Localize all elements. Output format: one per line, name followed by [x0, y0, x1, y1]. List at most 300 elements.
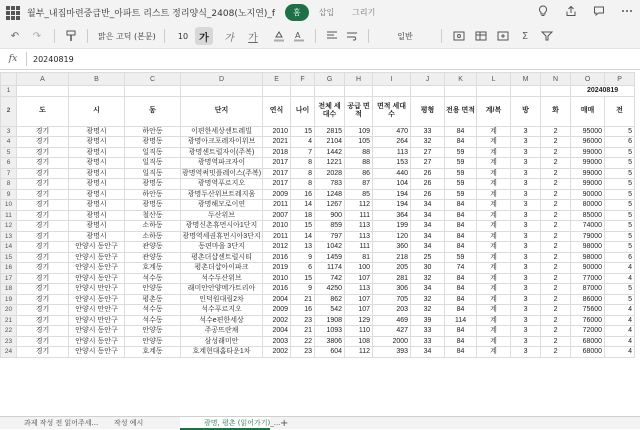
cell[interactable]: 23	[291, 315, 315, 326]
cell[interactable]: 석수e편한세상	[181, 315, 263, 326]
cell[interactable]	[315, 86, 345, 97]
cell[interactable]: 광명역써밋플레이스(주복)	[182, 169, 262, 177]
cell[interactable]: 87000	[571, 284, 605, 295]
cell[interactable]: 2004	[263, 326, 291, 337]
cell[interactable]: 797	[315, 231, 345, 242]
cell[interactable]: 안양시 동안구	[69, 347, 125, 358]
cell[interactable]: 104	[373, 179, 411, 190]
cell[interactable]: 경기	[17, 200, 69, 211]
column-header[interactable]: O	[571, 73, 605, 86]
cell[interactable]: 안양시 동안구	[69, 326, 125, 337]
cell[interactable]: 33	[411, 126, 445, 137]
cell[interactable]	[511, 86, 541, 97]
cell[interactable]: 30	[411, 263, 445, 274]
cell[interactable]: 6	[291, 263, 315, 274]
cell[interactable]: 2011	[263, 231, 291, 242]
app-launcher-icon[interactable]	[3, 3, 21, 21]
select-all-corner[interactable]	[1, 73, 17, 86]
cell[interactable]: 경기	[17, 147, 69, 158]
cell[interactable]: 59	[445, 179, 477, 190]
row-header[interactable]: 14	[1, 242, 17, 253]
cell[interactable]: 34	[411, 231, 445, 242]
cell[interactable]: 2	[541, 273, 571, 284]
row-header[interactable]: 9	[1, 189, 17, 200]
cell[interactable]: 2	[541, 347, 571, 358]
column-header[interactable]: I	[373, 73, 411, 86]
header-cell[interactable]: 연식	[263, 96, 291, 126]
cell[interactable]: 2018	[263, 147, 291, 158]
cell[interactable]: 2	[541, 189, 571, 200]
cell[interactable]: 경기	[17, 305, 69, 316]
cell[interactable]: 평촌동	[125, 294, 181, 305]
cell[interactable]: 84	[445, 305, 477, 316]
cell[interactable]: 107	[345, 294, 373, 305]
cell[interactable]: 안양시 동안구	[69, 273, 125, 284]
cell[interactable]: 22	[291, 336, 315, 347]
cell[interactable]: 2	[541, 168, 571, 179]
cell[interactable]: 107	[345, 305, 373, 316]
cell[interactable]: 264	[373, 137, 411, 148]
cell[interactable]: 5	[605, 294, 635, 305]
cell[interactable]: 112	[345, 200, 373, 211]
cell[interactable]: 소하동	[125, 221, 181, 232]
align-icon[interactable]	[322, 27, 342, 45]
cell[interactable]: 소하동	[125, 231, 181, 242]
cell[interactable]: 경기	[17, 189, 69, 200]
cell[interactable]: 114	[445, 315, 477, 326]
redo-icon[interactable]: ↷	[32, 30, 42, 42]
cell[interactable]: 광명두산위브트레지움	[181, 189, 263, 200]
cell[interactable]: 1174	[315, 263, 345, 274]
cell[interactable]: 84	[445, 231, 477, 242]
header-cell[interactable]: 면적 세대수	[373, 96, 411, 126]
cell[interactable]: 관양동	[125, 242, 181, 253]
cell[interactable]: 34	[411, 284, 445, 295]
cell[interactable]: 59	[445, 158, 477, 169]
cell[interactable]: 경기	[17, 158, 69, 169]
cell[interactable]: 광명시	[69, 210, 125, 221]
cell[interactable]: 2010	[263, 126, 291, 137]
cell[interactable]: 14	[291, 231, 315, 242]
row-header[interactable]: 18	[1, 284, 17, 295]
cell[interactable]: 안양시 동안구	[69, 336, 125, 347]
cell[interactable]: 2	[541, 326, 571, 337]
cell[interactable]: 84	[445, 284, 477, 295]
header-cell[interactable]: 동	[125, 96, 181, 126]
cell[interactable]: 98000	[571, 242, 605, 253]
cell[interactable]: 2	[541, 158, 571, 169]
cell[interactable]: 742	[315, 273, 345, 284]
cell[interactable]: 3	[511, 305, 541, 316]
sum-icon[interactable]: Σ	[521, 30, 529, 42]
cell[interactable]: 32	[411, 273, 445, 284]
cell[interactable]: 281	[373, 273, 411, 284]
cell[interactable]: 59	[445, 252, 477, 263]
cell[interactable]: 5	[605, 284, 635, 295]
cell[interactable]: 2	[541, 305, 571, 316]
row-header[interactable]: 12	[1, 221, 17, 232]
cell[interactable]: 경기	[17, 263, 69, 274]
cell[interactable]: 68000	[571, 336, 605, 347]
cell[interactable]: 21	[291, 294, 315, 305]
column-header[interactable]: C	[125, 73, 181, 86]
column-header[interactable]: D	[181, 73, 263, 86]
cell[interactable]: 광명신촌휴먼시아1단지	[181, 221, 263, 232]
cell[interactable]: 111	[345, 210, 373, 221]
cell[interactable]: 계	[477, 294, 511, 305]
cell[interactable]: 90000	[571, 189, 605, 200]
cell[interactable]: 평촌더샵아이파크	[181, 263, 263, 274]
cell[interactable]: 광명동	[125, 200, 181, 211]
cell[interactable]: 81	[345, 252, 373, 263]
cell[interactable]	[125, 86, 181, 97]
cell[interactable]: 2012	[263, 242, 291, 253]
cell[interactable]: 32	[411, 305, 445, 316]
cell[interactable]: 하안동	[125, 126, 181, 137]
cell[interactable]: 2009	[263, 189, 291, 200]
cell[interactable]: 113	[345, 221, 373, 232]
cell[interactable]: 2002	[263, 315, 291, 326]
cell[interactable]: 25	[411, 252, 445, 263]
header-cell[interactable]: 나이	[291, 96, 315, 126]
cell[interactable]: 4	[605, 263, 635, 274]
cell[interactable]: 14	[291, 200, 315, 211]
cell[interactable]: 안양시 만안구	[69, 284, 125, 295]
cell[interactable]: 일직동	[125, 158, 181, 169]
header-cell[interactable]: 화	[541, 96, 571, 126]
cell[interactable]: 4	[605, 305, 635, 316]
cell[interactable]: 5	[605, 126, 635, 137]
cell[interactable]: 2004	[263, 294, 291, 305]
cell[interactable]: 경기	[17, 179, 69, 190]
cell[interactable]: 광명역세권휴먼시아3단지	[182, 232, 261, 240]
row-header[interactable]: 6	[1, 158, 17, 169]
cell[interactable]: 안양시 동안구	[69, 294, 125, 305]
header-cell[interactable]: 단지	[181, 96, 263, 126]
cell[interactable]: 84	[445, 294, 477, 305]
cell[interactable]: 3	[511, 137, 541, 148]
cell[interactable]: 4250	[315, 284, 345, 295]
cell[interactable]: 84	[445, 200, 477, 211]
cell[interactable]: 95000	[571, 126, 605, 137]
cell[interactable]: 86000	[571, 294, 605, 305]
cell[interactable]: 18	[291, 210, 315, 221]
row-header[interactable]: 15	[1, 252, 17, 263]
cell[interactable]: 90000	[571, 263, 605, 274]
cell[interactable]: 469	[373, 315, 411, 326]
cell[interactable]: 862	[315, 294, 345, 305]
share-icon[interactable]	[564, 4, 578, 18]
cell[interactable]	[373, 86, 411, 97]
cell[interactable]: 112	[345, 347, 373, 358]
cell[interactable]: 85000	[571, 210, 605, 221]
cell[interactable]: 2002	[263, 347, 291, 358]
cell[interactable]: 113	[373, 147, 411, 158]
column-header[interactable]: E	[263, 73, 291, 86]
cell[interactable]: 계	[477, 179, 511, 190]
cell[interactable]: 광명시	[69, 189, 125, 200]
sheet-tab-gwangmyeong[interactable]: 광명, 평촌 (읽어가기)_...	[180, 417, 270, 430]
cell[interactable]: 경기	[17, 252, 69, 263]
cell[interactable]: 34	[411, 221, 445, 232]
header-cell[interactable]: 방	[511, 96, 541, 126]
cell[interactable]: 3	[511, 347, 541, 358]
cell[interactable]: 5	[605, 189, 635, 200]
cell[interactable]: 6	[605, 252, 635, 263]
cell[interactable]: 광명시	[69, 200, 125, 211]
cell[interactable]: 26	[411, 189, 445, 200]
cell[interactable]	[17, 86, 69, 97]
cell[interactable]: 3806	[315, 336, 345, 347]
cell[interactable]: 경기	[17, 347, 69, 358]
cell[interactable]: 1221	[315, 158, 345, 169]
cell[interactable]: 주공뜨란채	[181, 326, 263, 337]
cell[interactable]: 113	[345, 284, 373, 295]
cell[interactable]: 계	[477, 252, 511, 263]
header-cell[interactable]: 공급 면적	[345, 96, 373, 126]
cell[interactable]: 광명센트럴자이(주복)	[181, 147, 263, 158]
cell[interactable]: 계	[477, 221, 511, 232]
cell[interactable]: 2017	[263, 158, 291, 169]
cell[interactable]: 96000	[571, 137, 605, 148]
cell[interactable]: 인덕원대림2차	[181, 294, 263, 305]
cell[interactable]: 110	[345, 326, 373, 337]
cell[interactable]: 3	[511, 231, 541, 242]
cell[interactable]: 2	[541, 263, 571, 274]
cell[interactable]: 계	[477, 147, 511, 158]
row-header[interactable]: 21	[1, 315, 17, 326]
cell[interactable]: 1459	[315, 252, 345, 263]
cell[interactable]: 2011	[263, 200, 291, 211]
cell[interactable]: 107	[345, 273, 373, 284]
cell[interactable]: 7	[291, 147, 315, 158]
cell[interactable]: 16	[291, 305, 315, 316]
cell[interactable]: 72000	[571, 326, 605, 337]
cell-grid[interactable]	[0, 72, 635, 358]
cell[interactable]: 88	[345, 147, 373, 158]
underline-button[interactable]: 가	[248, 32, 258, 44]
cell[interactable]: 3	[511, 326, 541, 337]
cell[interactable]: 34	[411, 210, 445, 221]
cell[interactable]: 석수두산위브	[181, 273, 263, 284]
cell[interactable]: 3	[511, 263, 541, 274]
cell[interactable]: 1042	[315, 242, 345, 253]
cell[interactable]: 153	[373, 158, 411, 169]
cell[interactable]: 2	[541, 242, 571, 253]
cell[interactable]: 계	[477, 263, 511, 274]
cell[interactable]: 604	[315, 347, 345, 358]
row-header[interactable]: 23	[1, 336, 17, 347]
cell[interactable]: 광명시	[69, 126, 125, 137]
row-header[interactable]: 7	[1, 168, 17, 179]
cell[interactable]: 5	[605, 158, 635, 169]
formula-input[interactable]: 20240819	[33, 54, 74, 64]
cell[interactable]: 218	[373, 252, 411, 263]
cell[interactable]: 2009	[263, 305, 291, 316]
cell[interactable]: 99000	[571, 168, 605, 179]
cell[interactable]: 2003	[263, 336, 291, 347]
cell[interactable]: 4	[605, 315, 635, 326]
row-header[interactable]: 1	[1, 86, 17, 97]
row-header[interactable]: 4	[1, 137, 17, 148]
tab-draw[interactable]: 그리기	[352, 7, 376, 17]
cell[interactable]: 계	[477, 347, 511, 358]
cell[interactable]: 2028	[315, 168, 345, 179]
cell[interactable]: 호계동	[125, 263, 181, 274]
cell[interactable]: 3	[511, 168, 541, 179]
cell[interactable]: 2016	[263, 284, 291, 295]
cell[interactable]: 계	[477, 200, 511, 211]
cell[interactable]: 안양시 동안구	[69, 263, 125, 274]
cell[interactable]: 5	[605, 200, 635, 211]
cell[interactable]: 호계현대홈타운1차	[181, 347, 263, 358]
cell[interactable]: 4	[605, 273, 635, 284]
cell[interactable]: 1442	[315, 147, 345, 158]
cell[interactable]: 계	[477, 158, 511, 169]
cell[interactable]: 경기	[17, 336, 69, 347]
cell[interactable]: 8	[291, 179, 315, 190]
header-cell[interactable]: 평형	[411, 96, 445, 126]
cell[interactable]	[411, 86, 445, 97]
more-options-icon[interactable]	[620, 4, 634, 18]
cell[interactable]: 두산위브	[181, 210, 263, 221]
cell[interactable]: 84	[445, 336, 477, 347]
cell[interactable]: 15	[291, 273, 315, 284]
cell[interactable]: 1248	[315, 189, 345, 200]
cell[interactable]: 일직동	[125, 168, 181, 179]
cell[interactable]: 2010	[263, 221, 291, 232]
cell[interactable]	[345, 86, 373, 97]
column-header[interactable]: B	[69, 73, 125, 86]
comment-icon[interactable]	[592, 4, 606, 18]
cell[interactable]: 2	[541, 137, 571, 148]
font-name-select[interactable]: 맑은 고딕 (본문)	[98, 31, 156, 41]
cell[interactable]: 안양동	[125, 326, 181, 337]
cell[interactable]: 동편마을 3단지	[181, 242, 263, 253]
cell[interactable]: 3	[511, 221, 541, 232]
cell[interactable]: 5	[605, 242, 635, 253]
cell[interactable]: 88	[345, 158, 373, 169]
cell[interactable]: 34	[411, 347, 445, 358]
cell[interactable]: 일직동	[125, 147, 181, 158]
cell[interactable]: 99000	[571, 158, 605, 169]
cell[interactable]: 85	[345, 189, 373, 200]
cell[interactable]: 광명시	[69, 168, 125, 179]
cell[interactable]	[181, 86, 263, 97]
cell[interactable]: 4	[605, 326, 635, 337]
cell[interactable]: 76000	[571, 315, 605, 326]
cell[interactable]: 계	[477, 242, 511, 253]
cell[interactable]: 705	[373, 294, 411, 305]
cell[interactable]: 계	[477, 336, 511, 347]
cell[interactable]: 광명시	[69, 147, 125, 158]
add-sheet-icon[interactable]: +	[280, 417, 289, 429]
cell[interactable]: 84	[445, 242, 477, 253]
cell[interactable]: 3	[511, 294, 541, 305]
document-title[interactable]: 월부_내집마련중급반_아파트 리스트 정리양식_2408(노지연)_f	[27, 8, 276, 19]
cell[interactable]: 계	[477, 137, 511, 148]
cell[interactable]: 2010	[263, 273, 291, 284]
cell[interactable]: 59	[445, 189, 477, 200]
cell[interactable]: 3	[511, 252, 541, 263]
column-header[interactable]: F	[291, 73, 315, 86]
cell[interactable]: 이편한세상센트레빌	[181, 126, 263, 137]
sheet-tab-instructions[interactable]: 과제 작성 전 읽어주세...	[24, 419, 99, 427]
cell[interactable]: 2021	[263, 137, 291, 148]
cell[interactable]: 3	[511, 273, 541, 284]
cell[interactable]: 21	[291, 326, 315, 337]
cell[interactable]: 계	[477, 168, 511, 179]
cell[interactable]: 33	[411, 336, 445, 347]
cell[interactable]: 2104	[315, 137, 345, 148]
cell[interactable]: 경기	[17, 294, 69, 305]
cell[interactable]: 5	[605, 179, 635, 190]
cell[interactable]: 안양시 동안구	[69, 242, 125, 253]
cell[interactable]: 2	[541, 315, 571, 326]
cell[interactable]	[445, 86, 477, 97]
cell[interactable]: 2815	[315, 126, 345, 137]
header-cell[interactable]: 계/복	[477, 96, 511, 126]
cell[interactable]: 4	[605, 336, 635, 347]
cell[interactable]: 542	[315, 305, 345, 316]
row-header[interactable]: 5	[1, 147, 17, 158]
cell[interactable]: 84	[445, 273, 477, 284]
cell[interactable]: 2	[541, 231, 571, 242]
row-header[interactable]: 11	[1, 210, 17, 221]
cell[interactable]: 470	[373, 126, 411, 137]
cell[interactable]: 2	[541, 252, 571, 263]
column-header[interactable]: L	[477, 73, 511, 86]
cell[interactable]: 13	[291, 242, 315, 253]
cell[interactable]: 2	[541, 126, 571, 137]
cell[interactable]: 393	[373, 347, 411, 358]
fill-color-icon[interactable]	[269, 27, 289, 45]
cell[interactable]: 79000	[571, 231, 605, 242]
cell[interactable]: 계	[477, 326, 511, 337]
header-cell[interactable]: 시	[69, 96, 125, 126]
cell[interactable]: 광명시	[69, 221, 125, 232]
cell[interactable]: 5	[605, 147, 635, 158]
cell[interactable]: 광명시	[69, 231, 125, 242]
cell[interactable]: 2019	[263, 263, 291, 274]
row-header[interactable]: 8	[1, 179, 17, 190]
cell[interactable]: 8	[291, 158, 315, 169]
cell[interactable]: 3	[511, 158, 541, 169]
cell[interactable]: 34	[411, 200, 445, 211]
cell[interactable]: 안양시 만안구	[69, 315, 125, 326]
cell[interactable]: 경기	[17, 137, 69, 148]
cell[interactable]: 광명시	[69, 179, 125, 190]
cell[interactable]: 27	[411, 158, 445, 169]
cell[interactable]: 3	[511, 147, 541, 158]
cell[interactable]: 75600	[571, 305, 605, 316]
cell[interactable]: 2	[541, 294, 571, 305]
cell[interactable]: 광명동	[125, 179, 181, 190]
cell[interactable]: 86	[345, 168, 373, 179]
cell[interactable]: 3	[511, 210, 541, 221]
cell[interactable]: 경기	[17, 284, 69, 295]
row-header[interactable]: 13	[1, 231, 17, 242]
cell[interactable]: 석수푸르지오	[181, 305, 263, 316]
header-cell[interactable]: 매매	[571, 96, 605, 126]
cell[interactable]: 9	[291, 252, 315, 263]
cell[interactable]: 59	[445, 147, 477, 158]
cell[interactable]: 306	[373, 284, 411, 295]
cell[interactable]: 광명아크포레자이위브	[181, 137, 263, 148]
cell[interactable]: 9	[291, 284, 315, 295]
cell[interactable]: 16	[291, 189, 315, 200]
cell[interactable]: 8	[291, 168, 315, 179]
